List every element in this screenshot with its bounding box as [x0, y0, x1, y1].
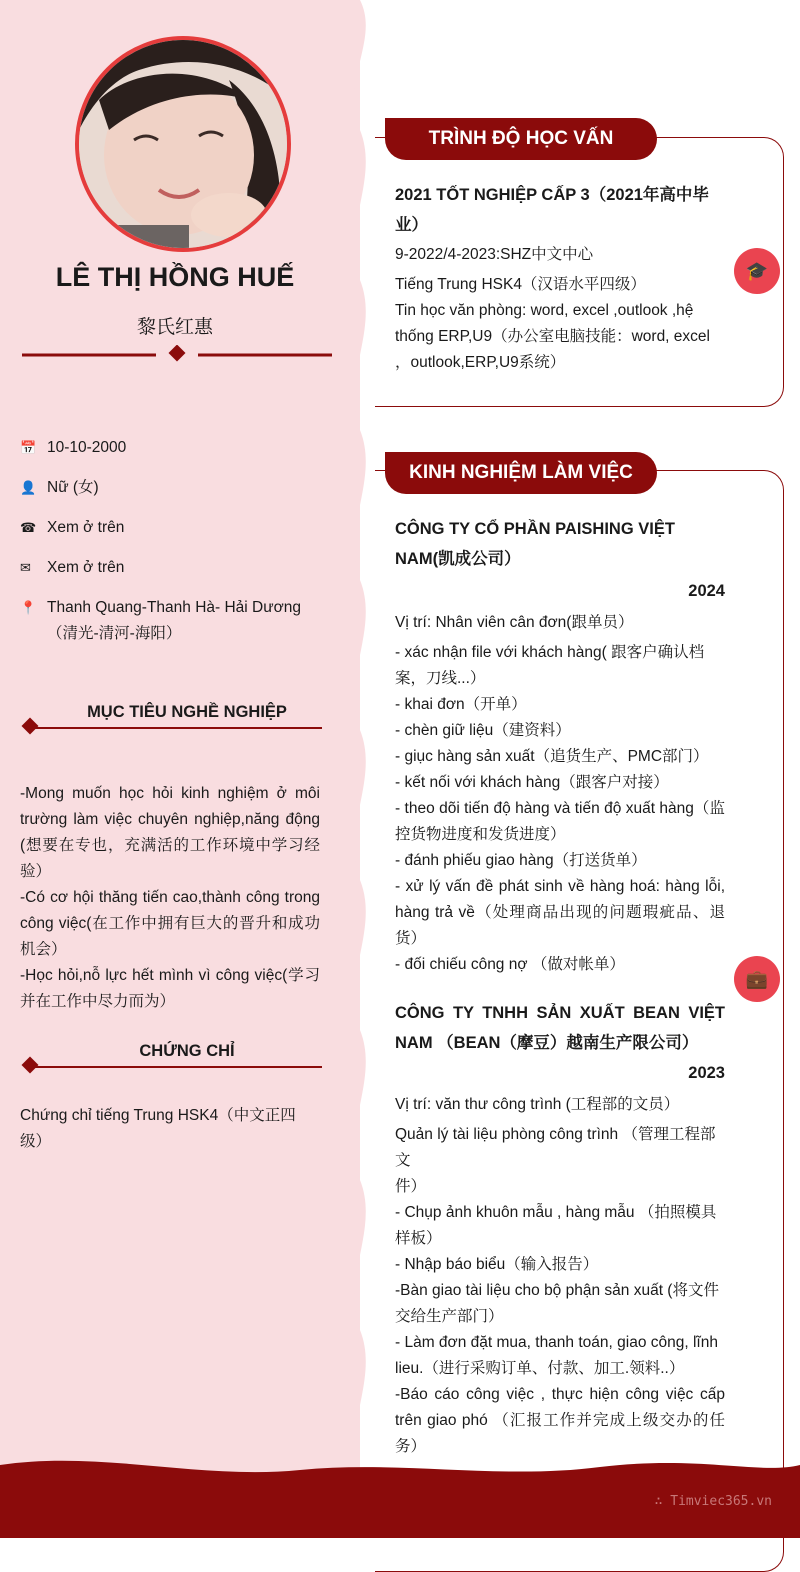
profile-photo-illustration — [79, 40, 287, 248]
birthday-text: 10-10-2000 — [47, 439, 127, 456]
briefcase-icon: 💼 — [734, 956, 780, 1002]
birthday-row — [20, 435, 340, 461]
job-duty: Quản lý tài liệu phòng công trình （管理工程部文 — [395, 1126, 716, 1169]
job-duty: - đối chiếu công nợ （做对帐单） — [395, 956, 625, 973]
phone-text: Xem ở trên — [47, 519, 125, 536]
job-duty: -Báo cáo công việc , thực hiện công việc cấp trên giao phó （汇报工作并完成上级交办的任务） — [395, 1386, 725, 1455]
candidate-name-chinese: 黎氏红惠 — [136, 317, 213, 338]
job-position: Vị trí: văn thư công trình (工程部的文员） — [395, 1096, 680, 1113]
address-row — [20, 595, 340, 647]
education-line: Tin học văn phòng: word, excel ,outlook ,hệ thống ERP,U9（办公室电脑技能：word, excel ，outlook,ERP,U9系统） — [395, 302, 710, 371]
section-line — [34, 1066, 322, 1068]
objective-line: -Có cơ hội thăng tiến cao,thành công trong công việc(在工作中拥有巨大的晋升和成功机会） — [20, 889, 320, 958]
email-icon: ✉ — [20, 560, 31, 575]
graduation-cap-icon: 🎓 — [734, 248, 780, 294]
sidebar-wave-edge — [340, 0, 380, 1538]
certificates-title: CHỨNG CHỈ — [139, 1042, 235, 1060]
job-duty: - khai đơn（开单） — [395, 696, 527, 713]
job-duty: - Làm đơn đặt mua, thanh toán, giao công, lĩnh lieu.（进行采购订单、付款、加工.领料..） — [395, 1334, 718, 1377]
job-duty: - theo dõi tiến độ hàng và tiến độ xuất hàng（监控货物进度和发货进度） — [395, 800, 725, 843]
job-duty: - xác nhận file với khách hàng( 跟客户确认档案，刀线...） — [395, 644, 705, 687]
phone-icon: ☎ — [20, 520, 37, 535]
contact-info — [20, 435, 340, 661]
profile-photo — [75, 36, 291, 252]
job-duty: -Bàn giao tài liệu cho bộ phận sản xuất (将文件交给生产部门） — [395, 1282, 719, 1325]
email-text: Xem ở trên — [47, 559, 125, 576]
education-title: TRÌNH ĐỘ HỌC VẤN — [385, 118, 657, 160]
education-heading: 2021 TỐT NGHIỆP CẤP 3（2021年高中毕业） — [395, 186, 709, 234]
objective-line: -Mong muốn học hỏi kinh nghiệm ở môi trường làm việc chuyên nghiệp,năng động (想要在专也，充满活的工作环境中学习经验） — [20, 785, 320, 880]
gender-text: Nữ (女) — [47, 479, 99, 496]
experience-title: KINH NGHIỆM LÀM VIỆC — [385, 452, 657, 494]
user-icon: 👤 — [20, 480, 37, 495]
calendar-icon: 📅 — [20, 440, 37, 455]
job-duty: - Chụp ảnh khuôn mẫu , hàng mẫu （拍照模具样板） — [395, 1204, 717, 1247]
experience-content — [395, 514, 725, 1460]
address-line-2: （清光-清河-海阳） — [47, 625, 182, 642]
email-row — [20, 555, 340, 581]
objective-line: -Học hỏi,nỗ lực hết mình vì công việc(学习并在工作中尽力而为） — [20, 967, 320, 1010]
watermark-text: ∴ Timviec365.vn — [654, 1494, 772, 1509]
education-content — [395, 180, 725, 376]
job-company: CÔNG TY CỔ PHẦN PAISHING VIỆT NAM(凯成公司） — [395, 520, 675, 568]
job-year: 2024 — [688, 582, 725, 600]
gender-row — [20, 475, 340, 501]
job-duty: - Nhập báo biểu（输入报告） — [395, 1256, 599, 1273]
job-duty: 件） — [395, 1178, 427, 1195]
candidate-name: LÊ THỊ HỒNG HUẾ — [55, 262, 295, 292]
objective-text — [20, 781, 320, 1015]
certificates-section-title — [22, 1042, 322, 1070]
job-company: CÔNG TY TNHH SẢN XUẤT BEAN VIỆT NAM （BEAN（摩豆）越南生产限公司） — [395, 1004, 725, 1052]
education-line: 9-2022/4-2023:SHZ中文中心 — [395, 246, 594, 263]
job-year: 2023 — [688, 1064, 725, 1082]
job-duty: - chèn giữ liệu（建资料） — [395, 722, 571, 739]
section-line — [34, 727, 322, 729]
job-duty: - giục hàng sản xuất（追货生产、PMC部门） — [395, 748, 709, 765]
job-duty: - xử lý vấn đề phát sinh về hàng hoá: hàng lỗi, hàng trả về（处理商品出现的问题瑕疵品、退货） — [395, 878, 725, 947]
job-duty: - kết nối với khách hàng（跟客户对接） — [395, 774, 669, 791]
phone-row — [20, 515, 340, 541]
job-duty: - đánh phiếu giao hàng（打送货单） — [395, 852, 647, 869]
address-text — [47, 595, 301, 647]
certificate-text: Chứng chỉ tiếng Trung HSK4（中文正四级） — [20, 1107, 296, 1150]
name-divider — [22, 345, 332, 365]
objective-section-title — [22, 703, 322, 731]
job-position: Vị trí: Nhân viên cân đơn(跟单员） — [395, 614, 634, 631]
education-line: Tiếng Trung HSK4（汉语水平四级） — [395, 276, 646, 293]
address-line-1: Thanh Quang-Thanh Hà- Hải Dương — [47, 599, 302, 616]
objective-title: MỤC TIÊU NGHỀ NGHIỆP — [87, 703, 287, 721]
location-icon: 📍 — [20, 600, 37, 615]
